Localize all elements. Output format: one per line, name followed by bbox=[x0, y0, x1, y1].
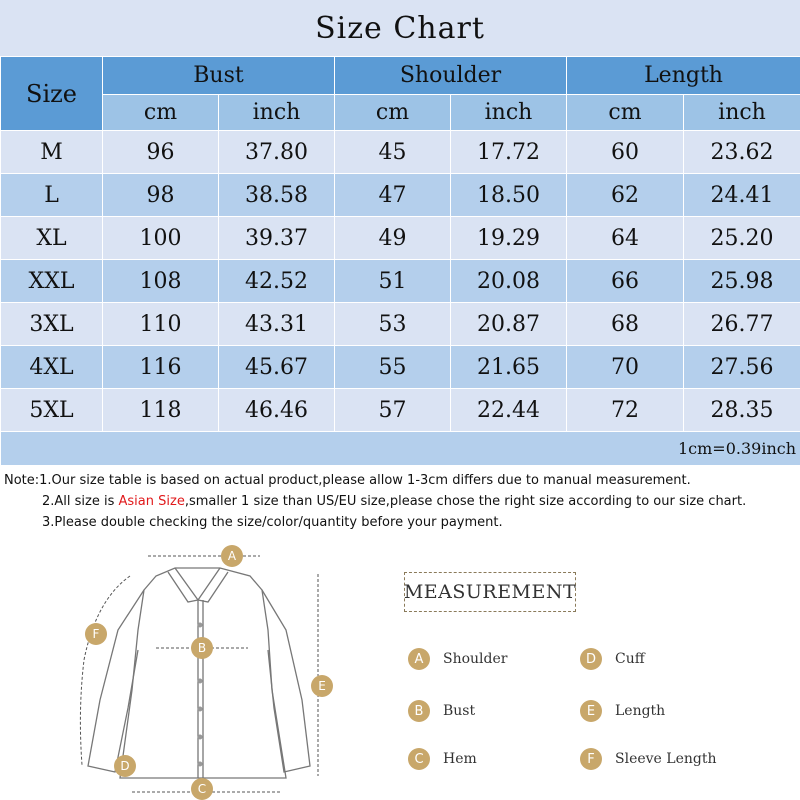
value-cell: 43.31 bbox=[219, 303, 335, 346]
value-cell: 26.77 bbox=[684, 303, 800, 346]
unit-header: inch bbox=[451, 95, 567, 131]
marker-a-label: A bbox=[227, 549, 237, 563]
value-cell: 18.50 bbox=[451, 174, 567, 217]
size-cell: 3XL bbox=[1, 303, 103, 346]
bust-header: Bust bbox=[103, 57, 335, 95]
notes-block bbox=[0, 470, 800, 533]
legend-badge: A bbox=[408, 648, 430, 670]
value-cell: 19.29 bbox=[451, 217, 567, 260]
value-cell: 116 bbox=[103, 346, 219, 389]
value-cell: 49 bbox=[335, 217, 451, 260]
note-line-2 bbox=[0, 491, 800, 512]
value-cell: 45 bbox=[335, 131, 451, 174]
value-cell: 110 bbox=[103, 303, 219, 346]
size-cell: XL bbox=[1, 217, 103, 260]
legend-label: Shoulder bbox=[443, 651, 508, 667]
table-row bbox=[1, 303, 800, 346]
value-cell: 38.58 bbox=[219, 174, 335, 217]
chart-title: Size Chart bbox=[0, 0, 800, 56]
unit-header: cm bbox=[567, 95, 684, 131]
value-cell: 37.80 bbox=[219, 131, 335, 174]
marker-c-label: C bbox=[197, 782, 207, 796]
legend-label: Sleeve Length bbox=[615, 751, 717, 767]
table-row bbox=[1, 217, 800, 260]
value-cell: 51 bbox=[335, 260, 451, 303]
measurement-title: MEASUREMENT bbox=[404, 572, 576, 612]
legend-label: Length bbox=[615, 703, 666, 719]
value-cell: 96 bbox=[103, 131, 219, 174]
value-cell: 53 bbox=[335, 303, 451, 346]
value-cell: 20.87 bbox=[451, 303, 567, 346]
value-cell: 68 bbox=[567, 303, 684, 346]
table-row bbox=[1, 174, 800, 217]
unit-header: inch bbox=[684, 95, 800, 131]
legend-item bbox=[408, 748, 477, 770]
value-cell: 20.08 bbox=[451, 260, 567, 303]
table-row bbox=[1, 131, 800, 174]
legend-badge: D bbox=[580, 648, 602, 670]
value-cell: 24.41 bbox=[684, 174, 800, 217]
asian-size-highlight: Asian Size bbox=[118, 494, 185, 509]
marker-b-label: B bbox=[197, 641, 207, 655]
legend-badge: B bbox=[408, 700, 430, 722]
legend-item bbox=[580, 748, 717, 770]
value-cell: 23.62 bbox=[684, 131, 800, 174]
size-cell: L bbox=[1, 174, 103, 217]
note-line-1: Note:1.Our size table is based on actual product,please allow 1-3cm differs due to manual measurement. bbox=[4, 473, 691, 488]
value-cell: 66 bbox=[567, 260, 684, 303]
value-cell: 98 bbox=[103, 174, 219, 217]
size-table bbox=[0, 56, 800, 466]
value-cell: 57 bbox=[335, 389, 451, 432]
size-cell: 5XL bbox=[1, 389, 103, 432]
unit-header: inch bbox=[219, 95, 335, 131]
table-row bbox=[1, 389, 800, 432]
legend-badge: C bbox=[408, 748, 430, 770]
legend-badge: E bbox=[580, 700, 602, 722]
legend-item bbox=[580, 648, 645, 670]
marker-f-label: F bbox=[92, 627, 100, 641]
table-row bbox=[1, 260, 800, 303]
marker-e-label: E bbox=[318, 679, 326, 693]
value-cell: 62 bbox=[567, 174, 684, 217]
value-cell: 64 bbox=[567, 217, 684, 260]
value-cell: 45.67 bbox=[219, 346, 335, 389]
legend-label: Hem bbox=[443, 751, 477, 767]
value-cell: 70 bbox=[567, 346, 684, 389]
value-cell: 17.72 bbox=[451, 131, 567, 174]
table-row bbox=[1, 346, 800, 389]
size-cell: XXL bbox=[1, 260, 103, 303]
legend-label: Bust bbox=[443, 703, 476, 719]
value-cell: 42.52 bbox=[219, 260, 335, 303]
value-cell: 39.37 bbox=[219, 217, 335, 260]
value-cell: 55 bbox=[335, 346, 451, 389]
value-cell: 21.65 bbox=[451, 346, 567, 389]
legend-item bbox=[408, 648, 507, 670]
value-cell: 46.46 bbox=[219, 389, 335, 432]
legend-badge: F bbox=[580, 748, 602, 770]
unit-header: cm bbox=[103, 95, 219, 131]
size-cell: M bbox=[1, 131, 103, 174]
value-cell: 28.35 bbox=[684, 389, 800, 432]
note-line-2-post: ,smaller 1 size than US/EU size,please chose the right size according to our size chart. bbox=[184, 494, 747, 509]
value-cell: 72 bbox=[567, 389, 684, 432]
value-cell: 60 bbox=[567, 131, 684, 174]
value-cell: 25.20 bbox=[684, 217, 800, 260]
note-line-2-pre: 2.All size is bbox=[42, 494, 119, 509]
conversion-note: 1cm=0.39inch bbox=[1, 432, 800, 466]
note-line-3: 3.Please double checking the size/color/quantity before your payment. bbox=[42, 515, 503, 530]
value-cell: 118 bbox=[103, 389, 219, 432]
length-header: Length bbox=[567, 57, 800, 95]
legend-item bbox=[580, 700, 665, 722]
legend-label: Cuff bbox=[615, 651, 645, 667]
size-header: Size bbox=[1, 57, 103, 131]
value-cell: 25.98 bbox=[684, 260, 800, 303]
value-cell: 22.44 bbox=[451, 389, 567, 432]
size-cell: 4XL bbox=[1, 346, 103, 389]
legend-item bbox=[408, 700, 475, 722]
shoulder-header: Shoulder bbox=[335, 57, 567, 95]
marker-d-label: D bbox=[120, 759, 130, 773]
value-cell: 108 bbox=[103, 260, 219, 303]
unit-header: cm bbox=[335, 95, 451, 131]
value-cell: 27.56 bbox=[684, 346, 800, 389]
value-cell: 100 bbox=[103, 217, 219, 260]
value-cell: 47 bbox=[335, 174, 451, 217]
shirt-diagram bbox=[60, 540, 360, 800]
